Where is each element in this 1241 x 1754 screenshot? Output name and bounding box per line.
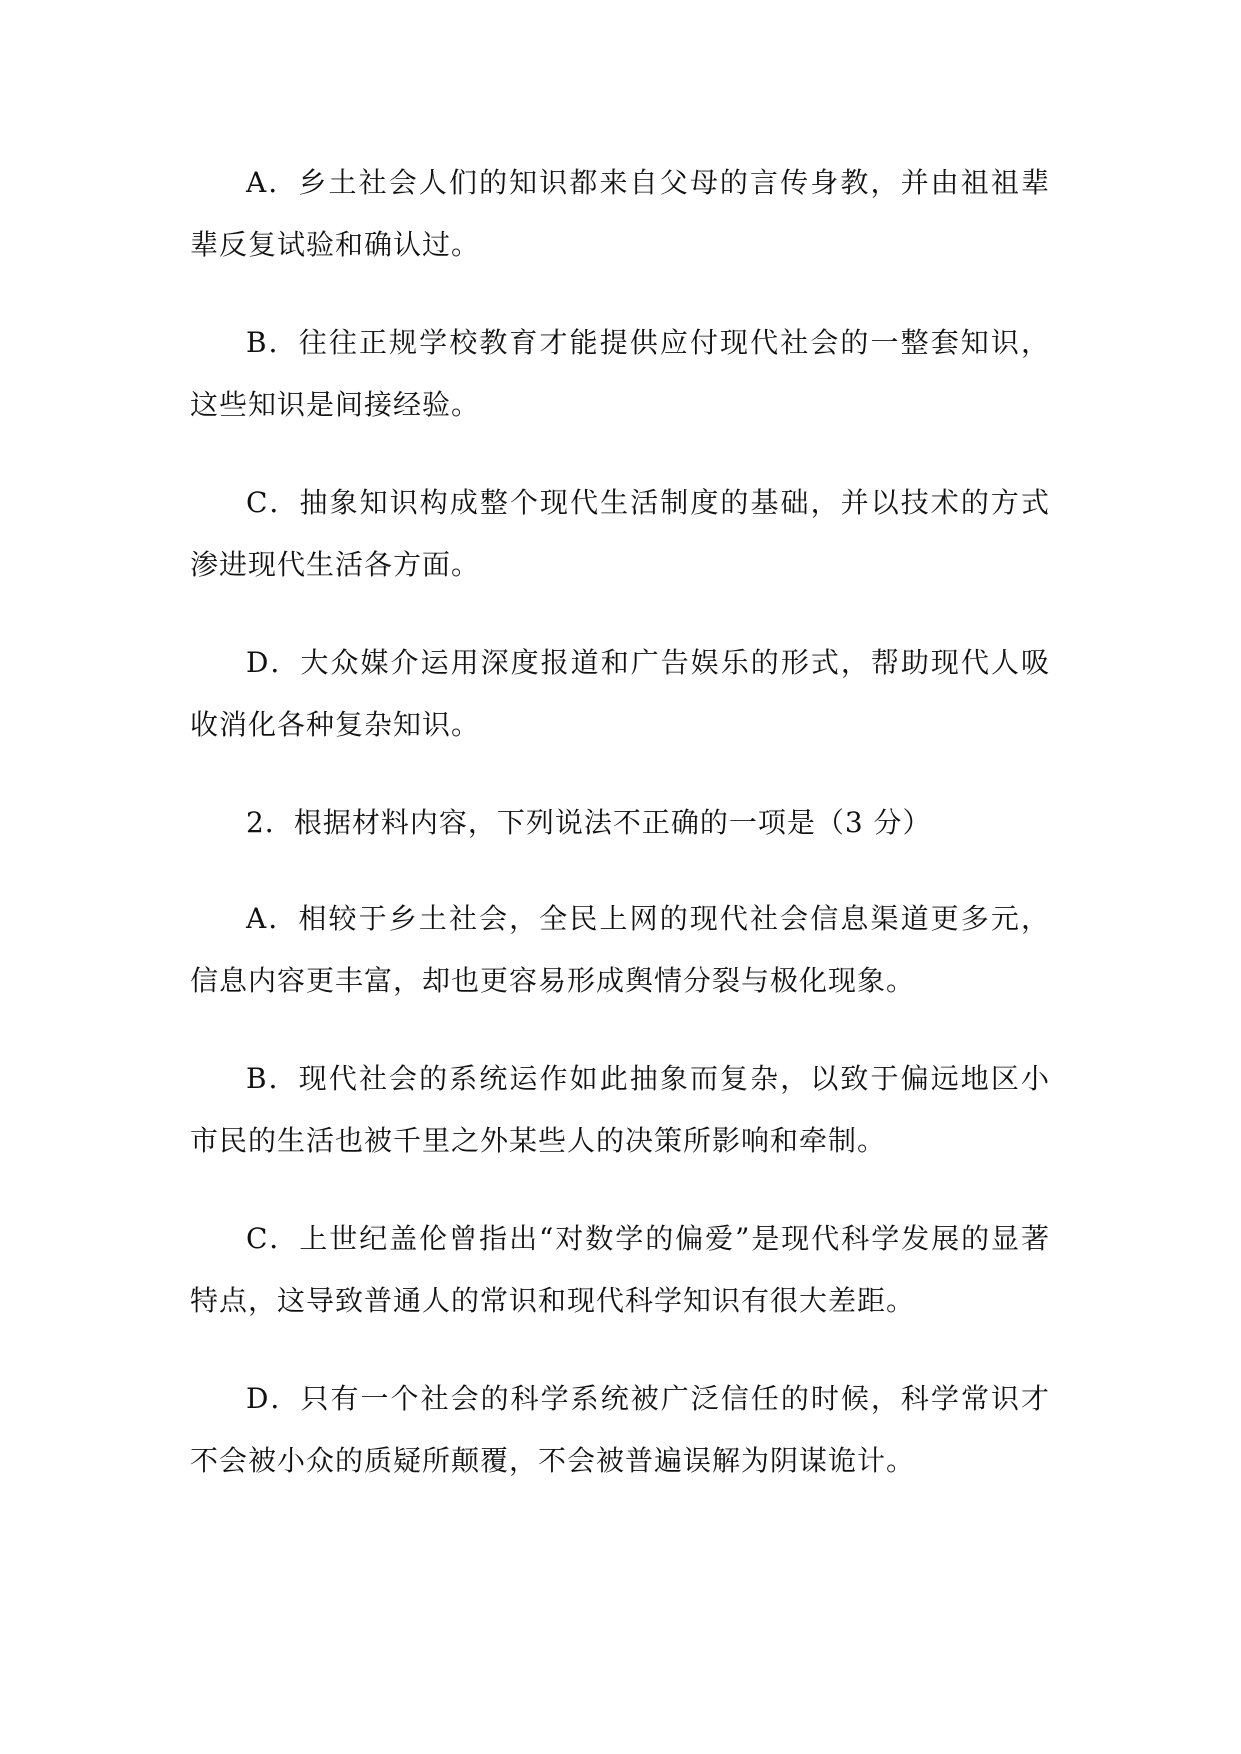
option-c-q2: C．上世纪盖伦曾指出“对数学的偏爱”是现代科学发展的显著特点，这导致普通人的常识和现代科学知识有很大差距。 bbox=[190, 1222, 1050, 1317]
option-a-q2: A．相较于乡土社会，全民上网的现代社会信息渠道更多元，信息内容更丰富，却也更容易形成舆情分裂与极化现象。 bbox=[190, 902, 1050, 997]
option-b-q2: B．现代社会的系统运作如此抽象而复杂，以致于偏远地区小市民的生活也被千里之外某些人的决策所影响和牵制。 bbox=[190, 1062, 1050, 1157]
option-d-q1: D．大众媒介运用深度报道和广告娱乐的形式，帮助现代人吸收消化各种复杂知识。 bbox=[190, 646, 1050, 741]
option-d-q2: D．只有一个社会的科学系统被广泛信任的时候，科学常识才不会被小众的质疑所颠覆，不会被普遍误解为阴谋诡计。 bbox=[190, 1382, 1050, 1477]
option-b-q1: B．往往正规学校教育才能提供应付现代社会的一整套知识，这些知识是间接经验。 bbox=[190, 326, 1050, 421]
question-2: 2．根据材料内容，下列说法不正确的一项是（3 分） bbox=[246, 806, 932, 839]
option-a-q1: A．乡土社会人们的知识都来自父母的言传身教，并由祖祖辈辈反复试验和确认过。 bbox=[190, 166, 1050, 261]
option-c-q1: C．抽象知识构成整个现代生活制度的基础，并以技术的方式渗进现代生活各方面。 bbox=[190, 486, 1050, 581]
